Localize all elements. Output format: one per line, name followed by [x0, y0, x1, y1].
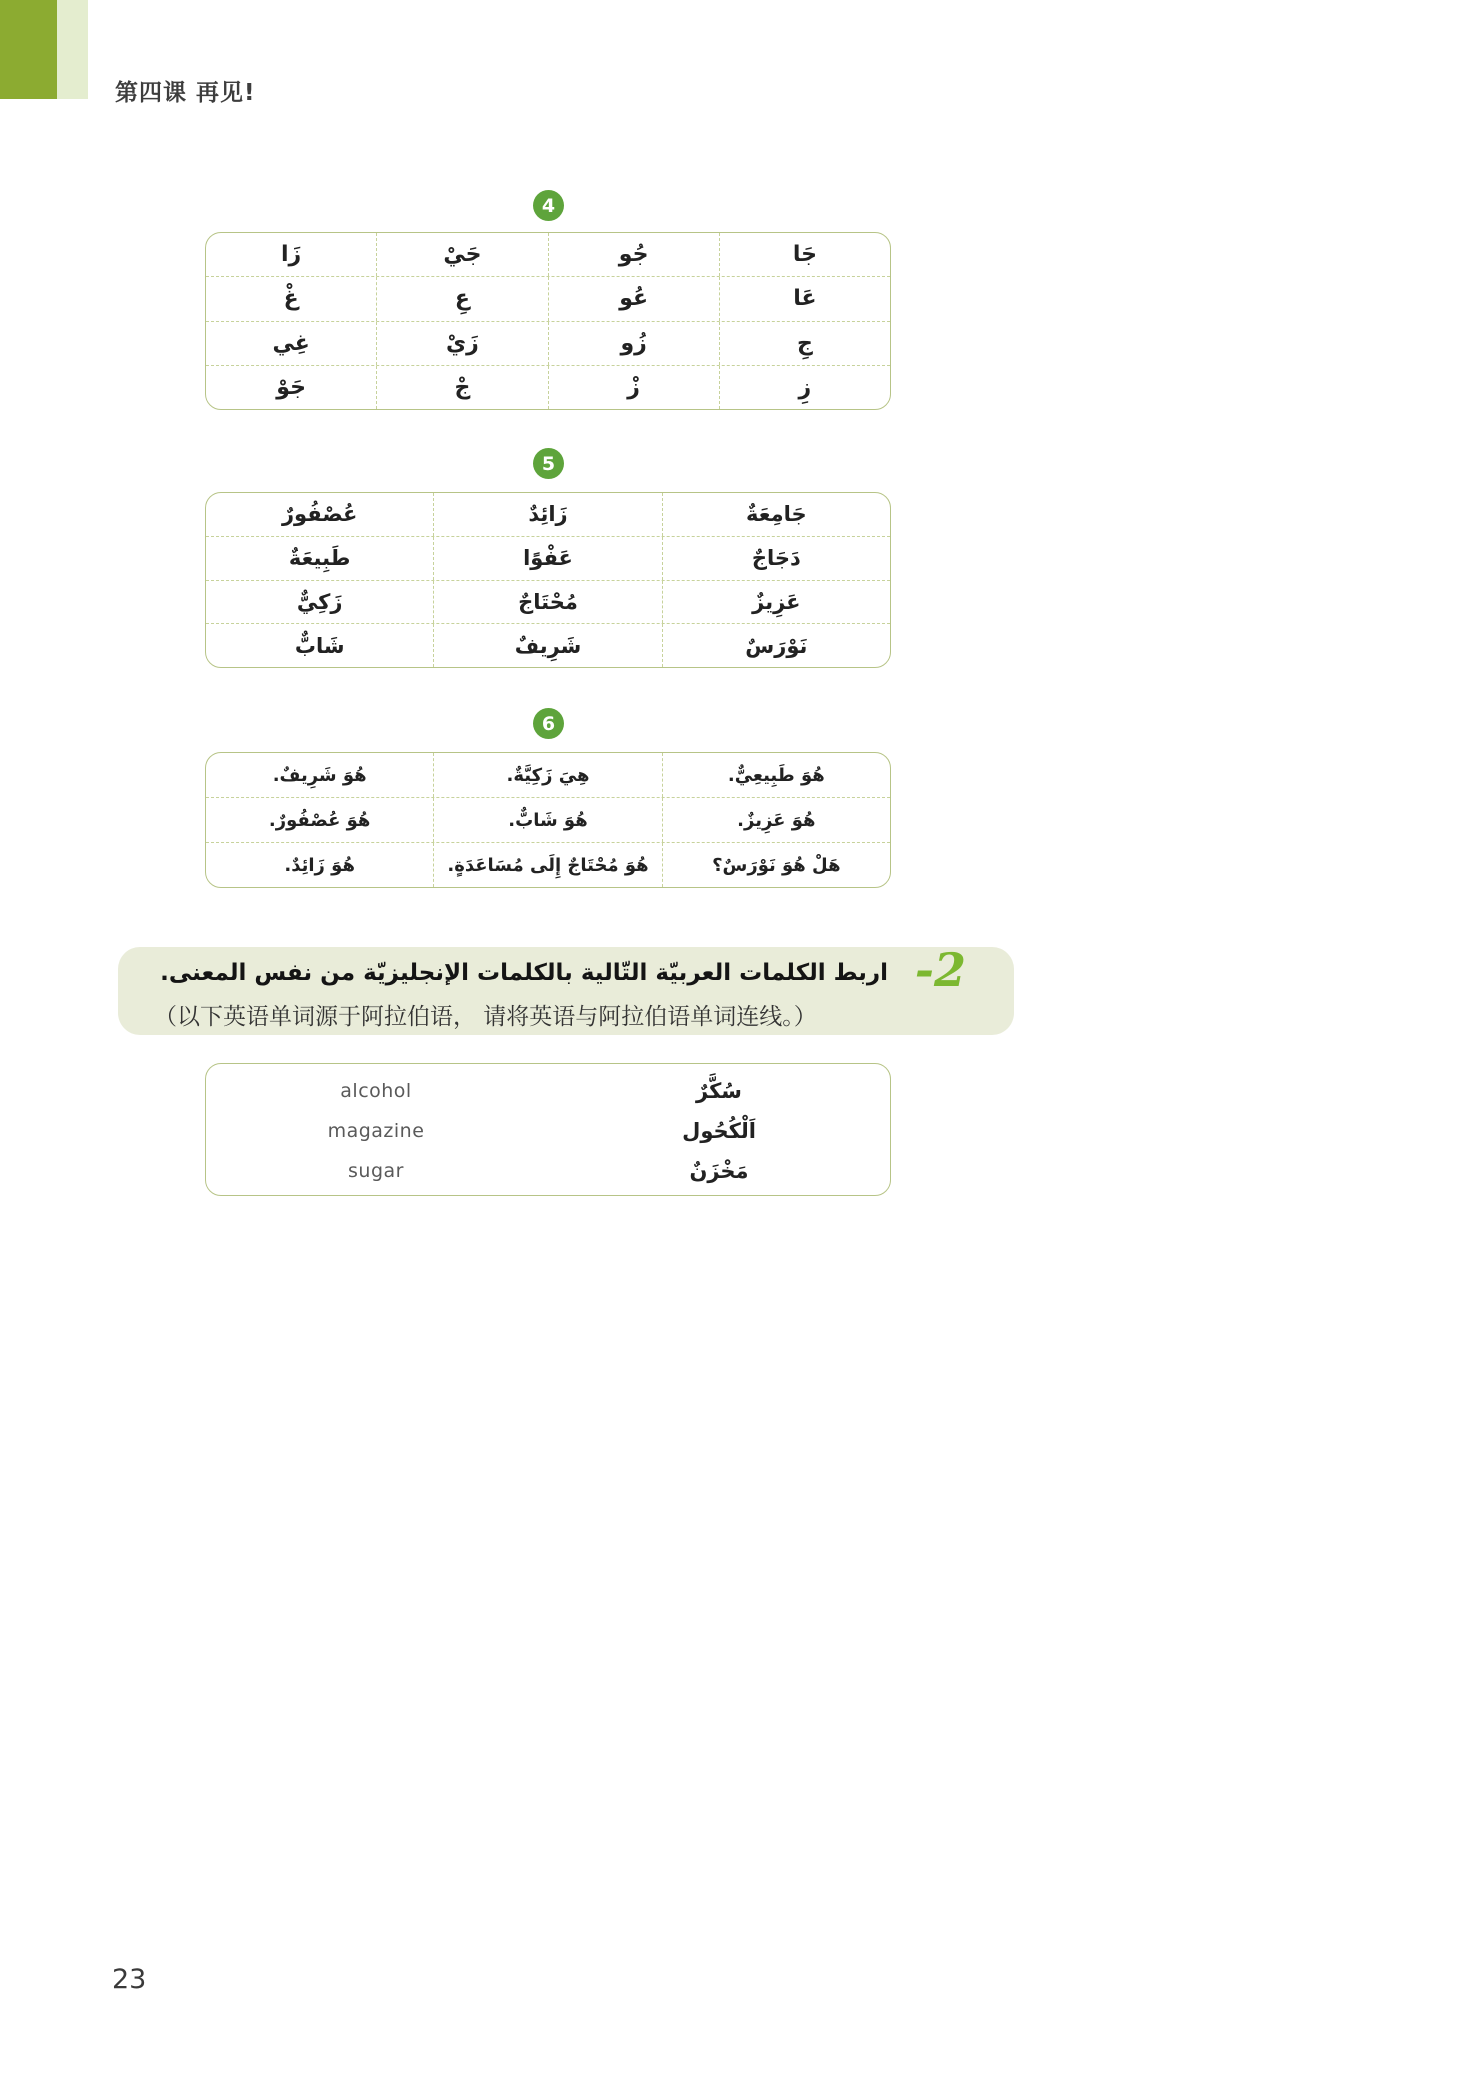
arabic-words-column — [584, 1071, 854, 1191]
drill-cell: عُصْفُورٌ — [281, 502, 358, 527]
exercise-5-badge: 5 — [533, 448, 564, 479]
drill-cell: هُوَ شَابٌّ. — [433, 798, 661, 842]
exercise-4-table — [205, 232, 891, 410]
drill-cell: هِيَ زَكِيَّةٌ. — [433, 753, 661, 797]
drill-cell: زُو — [548, 322, 719, 365]
drill-cell: عَزِيزٌ — [662, 581, 890, 624]
drill-cell: جَيْ — [376, 233, 547, 276]
arabic-word: سُكَّرٌ — [696, 1079, 742, 1103]
arabic-word: اَلْكُحُول — [682, 1119, 756, 1143]
drill-cell: جَا — [719, 233, 890, 276]
drill-cell: زَيْ — [376, 322, 547, 365]
drill-row — [206, 276, 890, 320]
drill-cell: عِ — [376, 277, 547, 320]
drill-cell: عَفْوًا — [433, 537, 661, 580]
drill-row — [206, 797, 890, 842]
exercise-2-number: -2 — [914, 943, 966, 997]
drill-cell: عَا — [719, 277, 890, 320]
page-number: 23 — [112, 1964, 147, 1995]
exercise-4-badge: 4 — [533, 190, 564, 221]
drill-cell: عُو — [548, 277, 719, 320]
corner-green-block — [0, 0, 57, 99]
matching-exercise-box — [205, 1063, 891, 1196]
exercise-5-table — [205, 492, 891, 668]
drill-cell: نَوْرَسٌ — [662, 624, 890, 667]
drill-cell: زِ — [719, 366, 890, 409]
exercise-6-badge: 6 — [533, 708, 564, 739]
drill-row — [206, 365, 890, 409]
lesson-header: 第四课 再见! — [115, 80, 256, 106]
english-word: magazine — [327, 1120, 425, 1142]
exercise-2-instruction-arabic: اربط الكلمات العربيّة التّالية بالكلمات الإنجليزيّة من نفس المعنى. — [160, 960, 888, 986]
english-words-column — [206, 1071, 546, 1191]
exercise-6-table — [205, 752, 891, 888]
drill-row — [206, 623, 890, 667]
drill-row — [206, 233, 890, 276]
drill-cell: طَبِيعَةٌ — [288, 546, 351, 571]
drill-cell: غِي — [272, 330, 310, 356]
drill-cell: جَامِعَةٌ — [662, 493, 890, 536]
drill-cell: جَوْ — [276, 374, 306, 400]
drill-cell: جُو — [548, 233, 719, 276]
drill-cell: زَا — [281, 242, 302, 268]
corner-light-green-bar — [57, 0, 88, 99]
drill-cell: غْ — [283, 286, 299, 312]
drill-cell: جْ — [376, 366, 547, 409]
drill-cell: زَائِدٌ — [433, 493, 661, 536]
drill-cell: شَابٌّ — [294, 633, 345, 658]
drill-cell: شَرِيفٌ — [433, 624, 661, 667]
drill-row — [206, 321, 890, 365]
english-word: alcohol — [340, 1080, 412, 1102]
drill-cell: هَلْ هُوَ نَوْرَسٌ؟ — [662, 843, 890, 887]
english-word: sugar — [348, 1160, 404, 1182]
drill-cell: دَجَاجٌ — [662, 537, 890, 580]
drill-row — [206, 842, 890, 887]
drill-cell: زَكِيٌّ — [296, 589, 343, 614]
drill-row — [206, 493, 890, 536]
drill-cell: زْ — [548, 366, 719, 409]
drill-cell: جِ — [719, 322, 890, 365]
drill-cell: هُوَ مُحْتَاجٌ إِلَى مُسَاعَدَةٍ. — [433, 843, 661, 887]
drill-row — [206, 753, 890, 797]
drill-cell: هُوَ شَرِيفٌ. — [272, 764, 367, 786]
drill-cell: هُوَ عُصْفُورٌ. — [268, 809, 371, 831]
drill-cell: مُحْتَاجٌ — [433, 581, 661, 624]
drill-row — [206, 580, 890, 624]
drill-row — [206, 536, 890, 580]
drill-cell: هُوَ طَبِيعِيٌّ. — [662, 753, 890, 797]
drill-cell: هُوَ زَائِدٌ. — [284, 854, 355, 876]
exercise-2-instruction-box — [118, 943, 1014, 1035]
drill-cell: هُوَ عَزِيزٌ. — [662, 798, 890, 842]
arabic-word: مَخْزَنٌ — [689, 1159, 749, 1183]
exercise-2-instruction-chinese: （以下英语单词源于阿拉伯语， 请将英语与阿拉伯语单词连线。） — [154, 1004, 817, 1030]
